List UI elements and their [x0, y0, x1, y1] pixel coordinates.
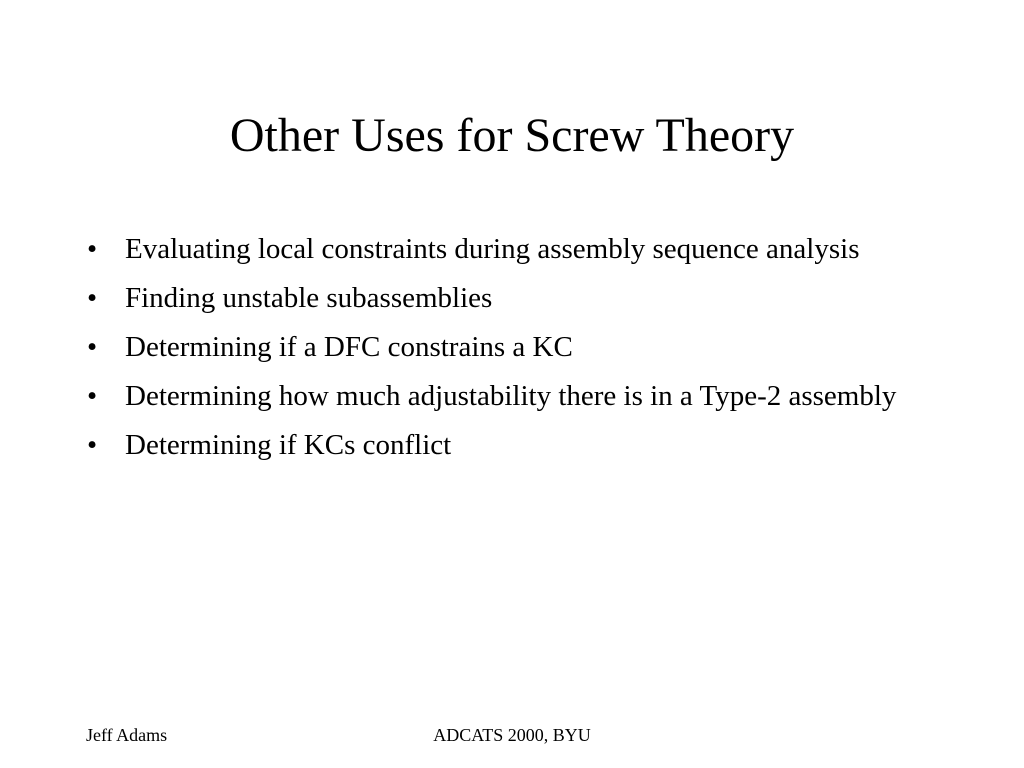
bullet-icon: • — [87, 331, 98, 363]
bullet-icon: • — [87, 282, 98, 314]
bullet-list — [87, 229, 927, 474]
bullet-icon: • — [87, 429, 98, 461]
list-item — [87, 425, 927, 466]
bullet-icon: • — [87, 380, 98, 412]
bullet-text: Finding unstable subassemblies — [125, 282, 493, 314]
bullet-text: Determining how much adjustability there is in a Type-2 assembly — [125, 380, 897, 412]
list-item — [87, 327, 927, 368]
list-item — [87, 376, 927, 417]
footer-author: Jeff Adams — [86, 725, 168, 745]
bullet-text: Determining if KCs conflict — [125, 429, 452, 461]
list-item — [87, 278, 927, 319]
bullet-text: Determining if a DFC constrains a KC — [125, 331, 573, 363]
footer-event: ADCATS 2000, BYU — [433, 725, 591, 745]
bullet-icon: • — [87, 233, 98, 265]
bullet-text: Evaluating local constraints during assembly sequence analysis — [125, 233, 860, 265]
list-item — [87, 229, 927, 270]
slide-title: Other Uses for Screw Theory — [229, 109, 795, 162]
